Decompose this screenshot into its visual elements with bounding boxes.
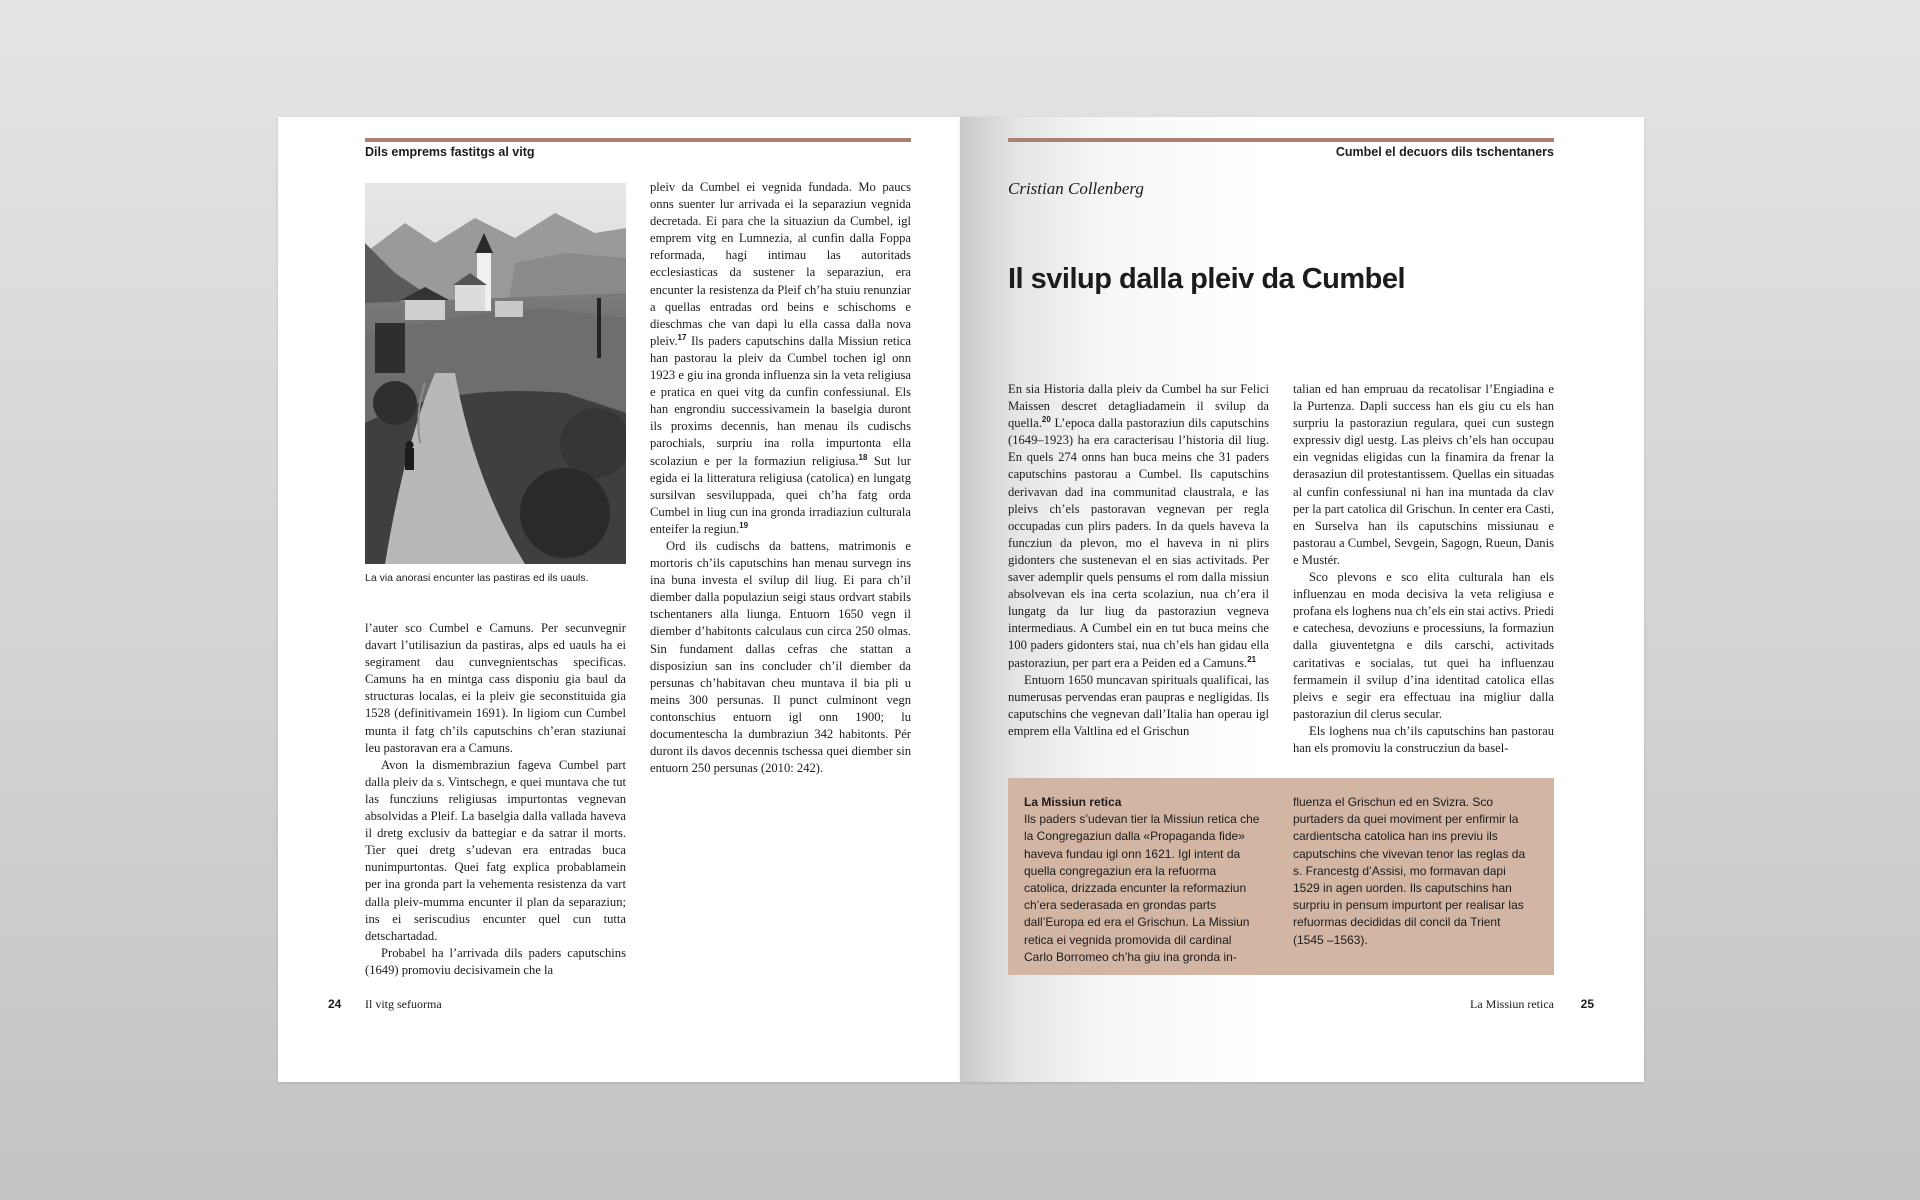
text-run: Ils paders caputschins dalla Missiun retica han pastorau la pleiv da Cumbel tochen igl onn 1923 e giu ina gronda influenza sin la veta religiusa e pratica en quei vitg da cunfin confessiunal. Els han engrondiu successivamein la baselgia duront ils proxims decennis, han menau ils cudischs parochials, surpriu ina rolla impurtonta ella scolaziun e per la formaziun religiusa. [650, 333, 911, 468]
header-rule [1008, 138, 1554, 142]
footnote-ref[interactable]: 18 [858, 452, 868, 462]
right-page [960, 117, 1644, 1082]
header-rule [365, 138, 911, 142]
paragraph: Ord ils cudischs da battens, matrimonis e mortoris ch’ils caputschins han menau survegn ins ina buna investa el svilup dil liug. Ei para ch’il diember dalla populaziun seigi staus ordvart stabils tschentaners alla liunga. Entuorn 1650 vegn il diember d’habitonts calculaus cun circa 250 olmas. Sin fundament dallas cefras che stattan a disposiziun san ins concluder ch’il diember da persunas ch’habitavan cheu muntava il bia pli u meins 300 persunas. Il punct culminont vegn contonschius entuorn igl onn 1900; lu documentescha la dumbraziun 342 habitonts. Pér duront ils davos decennis tschessa quei diember sin entuorn 250 persunas (2010: 242). [650, 538, 911, 776]
text-run: pleiv da Cumbel ei vegnida fundada. Mo paucs onns suenter lur arrivada ei la separaziun vegnida decretada. Ei para che la situaziun da Cumbel, igl emprem vitg en Lumnezia, al cunfin dalla Foppa reformada, hagi intimau las autoritads ecclesiasticas da sustener la separaziun, era encunter la resistenza da Pleif ch’ha stuiu renunziar a quellas entradas ord beins e schischoms e dieschmas che van dapi lu ella cassa dalla nova pleiv. [650, 180, 911, 348]
footnote-ref[interactable]: 19 [739, 520, 749, 530]
chapter-title: Il svilup dalla pleiv da Cumbel [1008, 263, 1406, 295]
running-head: Dils emprems fastitgs al vitg [365, 145, 535, 159]
left-column-1 [365, 620, 626, 979]
sidebar-column-2 [1293, 794, 1529, 949]
folio-title: Il vitg sefuorma [365, 997, 442, 1011]
paragraph: talian ed han empruau da recatolisar l’Engiadina e la Purtenza. Dapli success han els giu cu els han surpriu la pastoraziun regulara, quei cun sustegn expressiv digl uestg. Las pleivs ch’els han occupau ein vegnidas eligidas cun la finamira da frenar la derasaziun dil protestantissem. Quellas ein situadas al cunfin confessiunal ni han ina muntada da clav per la part catolica dil Grischun. In center era Casti, en Surselva han ils caputschins missiunau e pastorau a Cumbel, Sevgein, Sagogn, Rueun, Danis e Mustér. [1293, 382, 1554, 567]
author-name: Cristian Collenberg [1008, 179, 1144, 198]
footnote-ref[interactable]: 21 [1247, 654, 1257, 664]
right-column-2 [1293, 381, 1554, 757]
paragraph: Sco plevons e sco elita culturala han els influenzau en moda decisiva la veta religiusa e profana els loghens nua ch’els ein stai activs. Priedi e catechesa, devoziuns e processiuns, la formaziun dalla giuventetgna e dils carschi, activitads caritativas e socialas, tut quei ha influenzau fermamein il svilup d’ina identitad catolica ellas pleivs e segir era effectuau ina migliur dalla pastoraziun dil clerus secular. [1293, 570, 1554, 721]
paragraph [650, 179, 911, 538]
left-page [278, 117, 960, 1082]
text-run: Sut lur egida ei la litteratura religiusa (catolica) en lungatg sursilvan sesviluppada, quei ch’ha fatg orda Cumbel in liug cun ina gronda irradiaziun culturala enteifer la regiun. [650, 453, 912, 536]
text-run: L’epoca dalla pastoraziun dils caputschins (1649–1923) ha era caracterisau l’historia dil liug. En quels 274 onns han buca meins che 31 paders caputschins pastorau a Cumbel. Ils caputschins derivavan dad ina communitad claustrala, e las pleivs ch’els pastoravan vegnevan per regla occupadas cun plirs paders. In da quels haveva la funcziun da plevon, mo el haveva in ni plirs gidonters che sustenevan el en sias activitads. Per saver ademplir quels pensums el rom dalla missiun absolvevan els ina certa scolaziun, nua ch’era il lungatg da lur liug da pastoraziun vegneva intermediaus. A Cumbel ein en tut buca meins che 100 paders gidonters stai, nua ch’els han gidau ella pastoraziun, per part era a Peiden ed a Camuns. [1008, 416, 1269, 670]
running-head: Cumbel el decuors dils tschentaners [1335, 145, 1554, 159]
right-column-1 [1008, 381, 1269, 740]
photo-icon [365, 183, 626, 564]
paragraph: Avon la dismembraziun fageva Cumbel part dalla pleiv da s. Vintschegn, e quei muntava che tut las funcziuns religiusas impurtontas vegnevan absolvidas a Pleif. La baselgia dalla vallada haveva il dretg exclusiv da battegiar e da satrar il morts. Tier quei dretg s’udevan era entradas buca nunimpurtontas. Quei fatg explica probablamein per ina gronda part la vehementa resistenza da vart dalla pleiv-mumma encunter il plan da separaziun; ins ei seriscudius encunter quel cun tutta detschartadad. [365, 757, 626, 943]
sidebar-box [1008, 778, 1554, 975]
sidebar-text: Ils paders s’udevan tier la Missiun retica che la Congregaziun dalla «Propaganda fide» haveva fundau igl onn 1621. Igl intent da quella congregaziun era la refuorma catolica, drizzada encunter la reformaziun ch’era sederasada en grondas parts dall’Europa ed era el Grischun. La Missiun retica ei vegnida promovida dil cardinal Carlo Borromeo ch’ha giu ina gronda in- [1024, 812, 1260, 964]
page-number: 25 [1580, 997, 1594, 1011]
sidebar-column-1 [1024, 794, 1260, 966]
paragraph [1008, 381, 1269, 672]
footnote-ref[interactable]: 17 [677, 332, 687, 342]
text-run: En sia Historia dalla pleiv da Cumbel ha sur Felici Maissen descret detagliadamein il svilup da quella. [1008, 382, 1269, 431]
paragraph: Els loghens nua ch’ils caputschins han pastorau han els promoviu la construcziun da basel- [1293, 723, 1554, 755]
page-number: 24 [328, 997, 342, 1011]
sidebar-title: La Missiun retica [1024, 795, 1122, 809]
photo-caption: La via anorasi encunter las pastiras ed ils uauls. [365, 572, 589, 584]
village-photo [365, 183, 626, 564]
paragraph: Probabel ha l’arrivada dils paders caputschins (1649) promoviu decisivamein che la [365, 945, 626, 977]
paragraph: Entuorn 1650 muncavan spirituals qualificai, las numerusas pervendas eran paupras e negligidas. Ils caputschins che vegnevan dall’Italia han operau igl emprem ella Valtlina ed el Grischun [1008, 672, 1269, 738]
paragraph: l’auter sco Cumbel e Camuns. Per secunvegnir davart l’utilisaziun da pastiras, alps ed uauls ha ei segirament dau cunvegnientschas specificas. Camuns ha en mintga cass disponiu gia baul da structuras localas, ei la pleiv gie seconstituida gia 1528 (definitivamein 1691). In ligiom cun Cumbel munta il fatg ch’ils caputschins ch’eran staziunai leu pastoravan era a Camuns. [365, 621, 626, 755]
sidebar-text: fluenza el Grischun ed en Svizra. Sco purtaders da quei moviment per enfirmir la cardientscha catolica han ins previu ils caputschins che vivevan tenor las reglas da s. Francestg d’Assisi, mo formavan dapi 1529 in agen uorden. Ils caputschins han surpriu in pensum impurtont per realisar las refuormas decididas dil concil da Trient (1545 –1563). [1293, 795, 1526, 947]
folio-title: La Missiun retica [1470, 997, 1554, 1011]
footnote-ref[interactable]: 20 [1041, 415, 1051, 424]
left-column-2 [650, 179, 911, 777]
